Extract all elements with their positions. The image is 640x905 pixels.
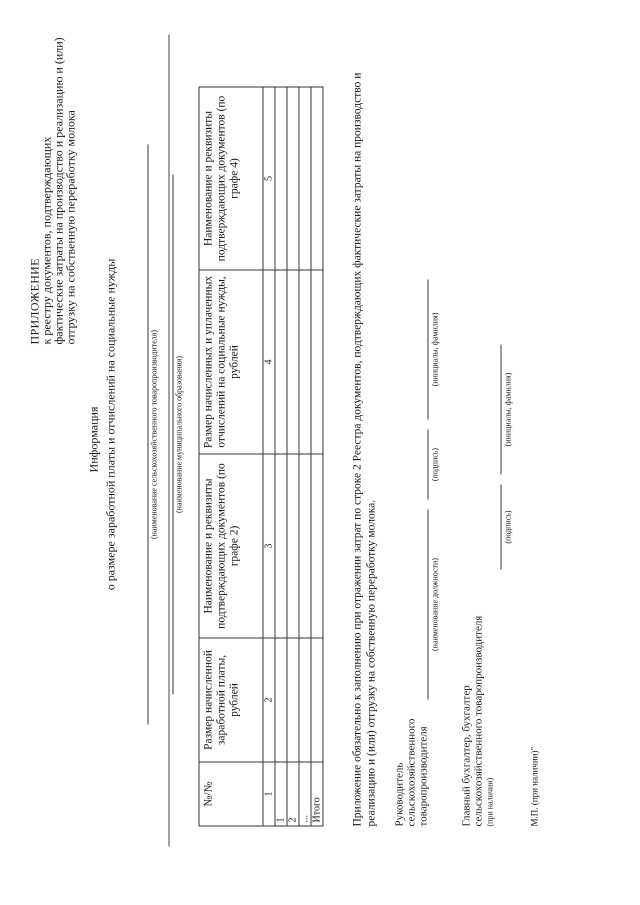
salary-table bbox=[199, 87, 324, 827]
municipality-field-line bbox=[173, 175, 174, 695]
table-cell[interactable] bbox=[311, 638, 323, 762]
table-cell[interactable] bbox=[299, 454, 311, 638]
name-caption: (инициалы, фамилия) bbox=[430, 312, 440, 387]
head-label-line: сельскохозяйственного bbox=[405, 718, 418, 827]
table-cell[interactable] bbox=[311, 87, 323, 270]
appendix-line: отгрузку на собственную переработку молока bbox=[63, 110, 78, 345]
head-label-line: товаропроизводителя bbox=[417, 726, 430, 827]
table-cell[interactable] bbox=[287, 270, 299, 454]
column-header: Размер начисленных и уплаченных отчислений на социальные нужды, рублей bbox=[199, 270, 263, 454]
table-cell[interactable] bbox=[275, 270, 287, 454]
page-edge-line bbox=[169, 35, 170, 847]
accountant-label-line: сельскохозяйственного товаропроизводителя bbox=[472, 615, 485, 827]
accountant-signature-line[interactable] bbox=[501, 485, 502, 570]
column-number: 3 bbox=[263, 454, 275, 638]
accountant-label-line: Главный бухгалтер, бухгалтер bbox=[460, 685, 473, 827]
stamp-note: М.П. (при наличии)" bbox=[529, 746, 540, 827]
column-header: Наименование и реквизиты подтверждающих документов (по графе 4) bbox=[199, 87, 263, 270]
table-cell[interactable] bbox=[299, 87, 311, 270]
column-header: Наименование и реквизиты подтверждающих документов (по графе 2) bbox=[199, 454, 263, 638]
appendix-line: к реестру документов, подтверждающих bbox=[39, 136, 54, 345]
signature-caption: (подпись) bbox=[503, 510, 513, 544]
table-cell[interactable] bbox=[275, 87, 287, 270]
table-cell[interactable] bbox=[299, 638, 311, 762]
head-signature-label bbox=[394, 719, 430, 827]
info-subtitle: о размере заработной платы и отчислений на социальные нужды bbox=[103, 258, 118, 591]
column-header: №/№ bbox=[199, 762, 263, 826]
info-title: Информация bbox=[86, 406, 101, 473]
head-name-line[interactable] bbox=[428, 280, 429, 420]
table-cell[interactable] bbox=[311, 270, 323, 454]
fill-note: Приложение обязательно к заполнению при отражении затрат по строке 2 Реестра документов, подтверждающих фактические затраты на производство и реализацию и (или) отгрузку на собственную переработку молока. bbox=[351, 72, 378, 827]
producer-caption: (наименование сельскохозяйственного товаропроизводителя) bbox=[149, 329, 159, 540]
table-cell[interactable] bbox=[275, 454, 287, 638]
row-label: ... bbox=[299, 762, 311, 826]
column-number: 5 bbox=[263, 87, 275, 270]
table-cell[interactable] bbox=[311, 454, 323, 638]
column-number: 1 bbox=[263, 762, 275, 826]
accountant-signature-label bbox=[461, 616, 497, 827]
appendix-line: фактические затраты на производство и реализацию и (или) bbox=[51, 37, 66, 345]
column-number: 2 bbox=[263, 638, 275, 762]
head-label-line: Руководитель bbox=[393, 762, 406, 827]
table-cell[interactable] bbox=[287, 87, 299, 270]
table-cell[interactable] bbox=[287, 454, 299, 638]
head-signature-line[interactable] bbox=[428, 430, 429, 500]
column-number: 4 bbox=[263, 270, 275, 454]
municipality-caption: (наименование муниципального образования) bbox=[174, 356, 184, 513]
accountant-name-line[interactable] bbox=[501, 345, 502, 475]
row-label-total: Итого bbox=[311, 762, 323, 826]
name-caption: (инициалы, фамилия) bbox=[503, 372, 513, 447]
rotated-document-page bbox=[1, 0, 640, 905]
table-cell[interactable] bbox=[275, 638, 287, 762]
accountant-label-line: (при наличии) bbox=[485, 777, 495, 827]
appendix-heading: ПРИЛОЖЕНИЕ bbox=[27, 258, 42, 345]
table-cell[interactable] bbox=[287, 638, 299, 762]
position-field-line[interactable] bbox=[428, 510, 429, 700]
row-label: 2 bbox=[287, 762, 299, 826]
producer-field-line bbox=[148, 145, 149, 725]
position-caption: (наименование должности) bbox=[430, 558, 440, 651]
row-label: 1 bbox=[275, 762, 287, 826]
appendix-block bbox=[29, 37, 77, 344]
column-header: Размер начисленной заработной платы, рублей bbox=[199, 638, 263, 762]
signature-caption: (подпись) bbox=[430, 447, 440, 482]
table-cell[interactable] bbox=[299, 270, 311, 454]
